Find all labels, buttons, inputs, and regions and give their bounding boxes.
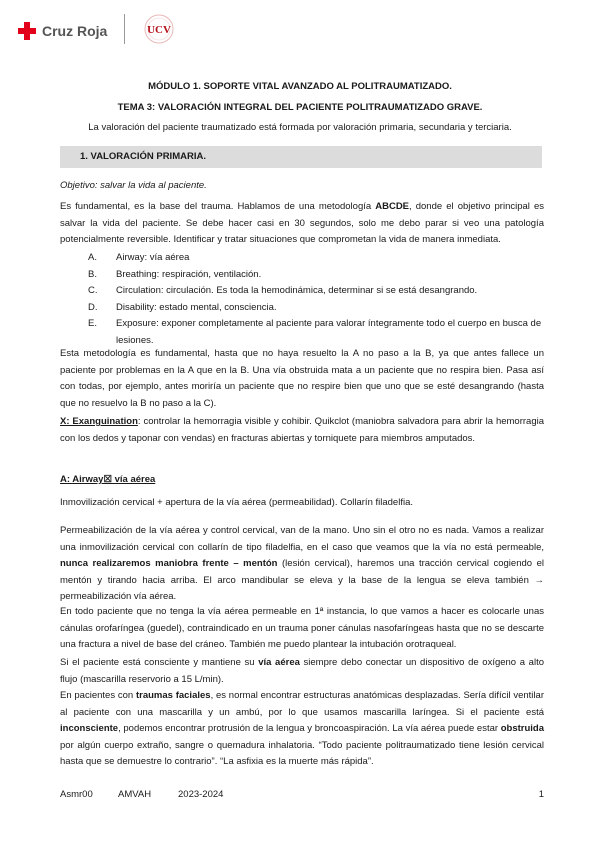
list-item: C. Circulation: circulación. Es toda la hemodinámica, determinar si se está desangrando. [88,285,478,296]
paragraph-permeabilization: Permeabilización de la vía aérea y control cervical, van de la mano. Uno sin el otro no es nada. Vamos a realizar una inmovilización cervical con collarín de tipo filadelfia, en el caso que veamos que la vía no está permeable, nunca realizaremos maniobra frente – mentón (lesión cervical), haremos una tracción cervical cogiendo el mentón y tirando hacia arriba. El arco mandibular se eleva y la base de la lengua se eleva también → permeabilización vía aérea. [60,525,544,602]
module-title: MÓDULO 1. SOPORTE VITAL AVANZADO AL POLITRAUMATIZADO. [148,81,452,92]
topic-title: TEMA 3: VALORACIÓN INTEGRAL DEL PACIENTE POLITRAUMATIZADO GRAVE. [117,102,483,113]
abcde-list [88,250,548,349]
paragraph-cannulas: En todo paciente que no tenga la vía aérea permeable en 1ª instancia, lo que vamos a hacer es colocarle unas cánulas orofaríngea (guedel), contraindicado en un trauma poner cánulas nasofaríngeas hasta que no se descarte una fractura a nivel de base del cráneo. También me puedo plantear la intubación orotraqueal. [60,606,544,650]
intro-paragraph: La valoración del paciente traumatizado está formada por valoración primaria, secundaria y terciaria. [88,122,512,133]
university-seal-text: UCV [147,24,171,36]
header-divider [124,14,125,44]
list-item: D. Disability: estado mental, consciencia. [88,301,277,313]
header [18,14,218,48]
paragraph-oxygen: Si el paciente está consciente y mantiene su vía aérea siempre debo conectar un dispositivo de oxígeno a alto flujo (mascarilla reservorio a 15 L/min). [60,657,544,685]
red-cross-icon [18,22,36,40]
cruz-roja-logo [18,22,107,40]
university-seal-icon [144,14,174,44]
list-item: B. Breathing: respiración, ventilación. [88,268,262,280]
cruz-roja-name: Cruz Roja [42,23,108,39]
objective-text: Objetivo: salvar la vida al paciente. [60,180,207,191]
airway-heading: A: Airway☒ vía aérea [60,474,156,485]
page-number: 1 [538,789,544,800]
paragraph-abcde: Es fundamental, es la base del trauma. Hablamos de una metodología ABCDE, donde el objetivo principal es salvar la vida del paciente. Se debe hacer casi en 30 segundos, solo me debo parar si veo una patología potencialmente reversible. Identificar y tratar situaciones que comprometan la vida de manera inmediata. [60,201,544,245]
footer-author: Asmr00 [60,789,93,800]
paragraph-facial-trauma: En pacientes con traumas faciales, es normal encontrar estructuras anatómicas desplazadas. Sería difícil ventilar al paciente con una mascarilla y un ambú, por lo que usamos mascarilla laríngea. Si el paciente está inconsciente, podemos encontrar protrusión de la lengua y broncoaspiración. La vía aérea puede estar obstruida por algún cuerpo extraño, sangre o quemadura inhalatoria. “Todo paciente politraumatizado tiene lesión cervical hasta que se demuestre lo contrario”. “La asfixia es la muerte más rápida”. [60,690,544,767]
list-item: E. Exposure: exponer completamente al paciente para valorar íntegramente todo el cuerpo en busca de lesiones. [88,318,542,346]
paragraph-immobilization: Inmovilización cervical + apertura de la vía aérea (permeabilidad). Collarín filadelfia. [60,497,413,508]
section-heading: 1. VALORACIÓN PRIMARIA. [80,151,206,162]
footer-year: 2023-2024 [178,789,224,800]
footer-course: AMVAH [118,789,152,800]
list-item: A. Airway: vía aérea [88,252,190,263]
paragraph-exanguination: X: Exanguination: controlar la hemorragia visible y cohibir. Quikclot (maniobra salvadora para abrir la hemorragia con los dedos y taponar con vendas) en fracturas abiertas y torniquete para miembros amputados. [60,416,544,444]
paragraph-methodology: Esta metodología es fundamental, hasta que no haya resuelto la A no paso a la B, ya que antes fallece un paciente por problemas en la A que en la B. Una vía obstruida mata a un paciente que no respira bien. Pasa así con todas, por ejemplo, antes moriría un paciente que no respire bien que uno que se esté desangrando (hasta que no resuelvo la B no paso a la C). [60,348,544,409]
